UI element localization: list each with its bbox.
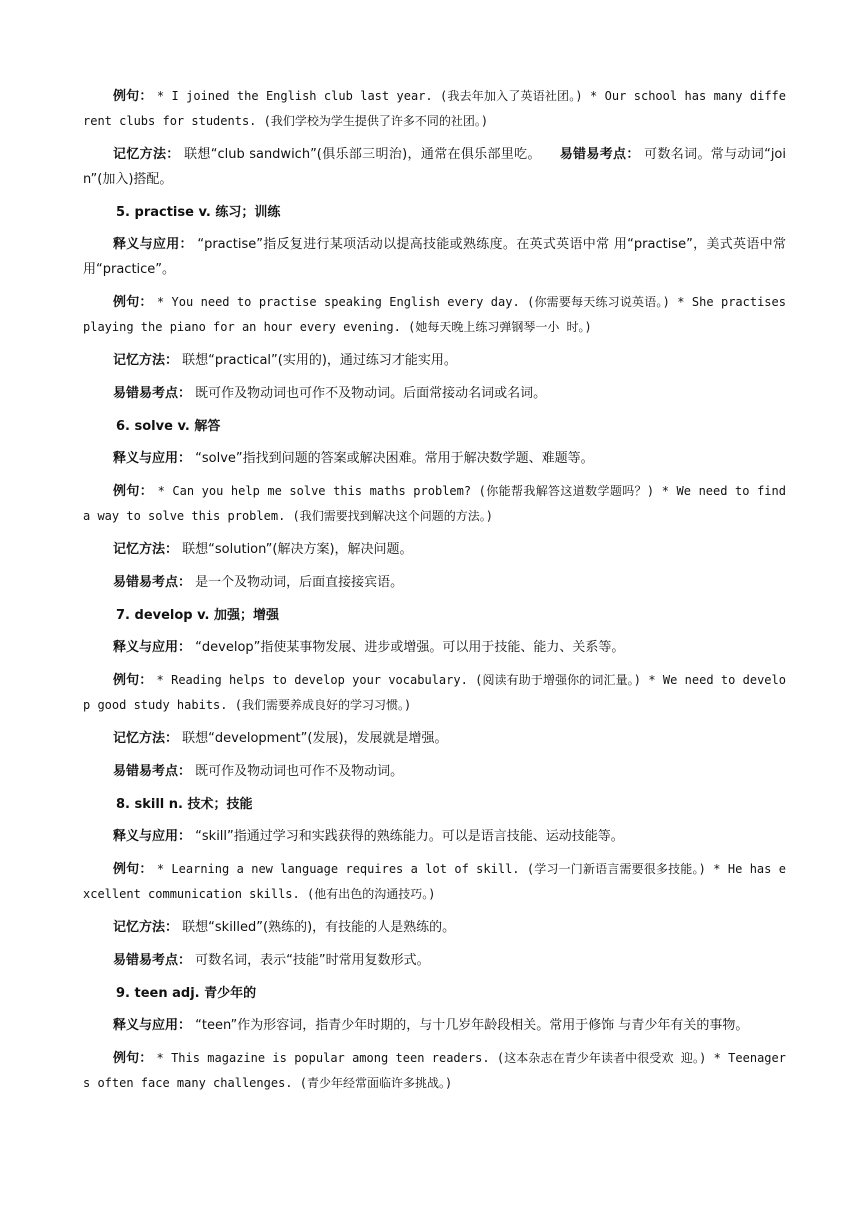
practise-pitfall-text: 既可作及物动词也可作不及物动词。后面常接动名词或名词。	[195, 386, 547, 401]
memory-label: 记忆方法：	[113, 731, 179, 746]
pitfall-label: 易错易考点：	[559, 147, 640, 162]
skill-pitfall-text: 可数名词，表示“技能”时常用复数形式。	[195, 953, 430, 968]
teen-meaning-text: “teen”作为形容词，指青少年时期的，与十几岁年龄段相关。常用于修饰 与青少年有关的事物。	[195, 1018, 749, 1033]
memory-label: 记忆方法：	[113, 353, 179, 368]
solve-memory-paragraph	[83, 537, 786, 562]
develop-heading: 7. develop v. 加强；增强	[116, 608, 280, 623]
develop-meaning-paragraph	[83, 635, 786, 660]
solve-memory-text: 联想“solution”(解决方案)，解决问题。	[182, 542, 413, 557]
practise-memory-paragraph	[83, 348, 786, 373]
develop-memory-paragraph	[83, 726, 786, 751]
solve-example-text: * Can you help me solve this maths problem? (你能帮我解答这道数学题吗？) * We need to find a way to solve this problem. (我们需要找到解决这个问题的方法。)	[83, 484, 786, 523]
solve-meaning-text: “solve”指找到问题的答案或解决困难。常用于解决数学题、难题等。	[195, 451, 594, 466]
skill-meaning-paragraph	[83, 824, 786, 849]
club-memory-text: 联想“club sandwich”(俱乐部三明治)，通常在俱乐部里吃。	[184, 147, 541, 162]
develop-pitfall-paragraph	[83, 759, 786, 784]
practise-example-text: * You need to practise speaking English every day. (你需要每天练习说英语。) * She practises playing the piano for an hour every evening. (她每天晚上练习弹钢琴一小 时。)	[83, 295, 786, 334]
develop-meaning-text: “develop”指使某事物发展、进步或增强。可以用于技能、能力、关系等。	[195, 640, 625, 655]
solve-pitfall-text: 是一个及物动词，后面直接接宾语。	[195, 575, 404, 590]
example-label: 例句：	[113, 1051, 153, 1066]
solve-heading: 6. solve v. 解答	[116, 419, 221, 434]
document-page	[83, 84, 786, 1101]
meaning-label: 释义与应用：	[113, 1018, 192, 1033]
solve-meaning-paragraph	[83, 446, 786, 471]
club-pitfall-text: 可数名词。常与动词“join”(加入)搭配。	[83, 147, 786, 187]
practise-memory-text: 联想“practical”(实用的)，通过练习才能实用。	[182, 353, 457, 368]
develop-memory-text: 联想“development”(发展)，发展就是增强。	[182, 731, 448, 746]
example-label: 例句：	[113, 673, 153, 688]
pitfall-label: 易错易考点：	[113, 386, 192, 401]
practise-meaning-text: “practise”指反复进行某项活动以提高技能或熟练度。在英式英语中常 用“practise”，美式英语中常用“practice”。	[83, 237, 786, 277]
practise-meaning-paragraph	[83, 232, 786, 282]
meaning-label: 释义与应用：	[113, 640, 192, 655]
solve-example-paragraph	[83, 479, 786, 529]
practise-pitfall-paragraph	[83, 381, 786, 406]
example-label: 例句：	[113, 89, 153, 104]
skill-example-paragraph	[83, 857, 786, 907]
develop-example-text: * Reading helps to develop your vocabulary. (阅读有助于增强你的词汇量。) * We need to develop good study habits. (我们需要养成良好的学习习惯。)	[83, 673, 786, 712]
solve-pitfall-paragraph	[83, 570, 786, 595]
skill-memory-paragraph	[83, 915, 786, 940]
skill-memory-text: 联想“skilled”(熟练的)，有技能的人是熟练的。	[182, 920, 456, 935]
teen-heading: 9. teen adj. 青少年的	[116, 986, 257, 1001]
teen-example-text: * This magazine is popular among teen readers. (这本杂志在青少年读者中很受欢 迎。) * Teenagers often face many challenges. (青少年经常面临许多挑战。)	[83, 1051, 786, 1090]
develop-example-paragraph	[83, 668, 786, 718]
example-label: 例句：	[113, 862, 153, 877]
meaning-label: 释义与应用：	[113, 237, 193, 252]
memory-label: 记忆方法：	[113, 920, 179, 935]
example-label: 例句：	[113, 484, 154, 499]
pitfall-label: 易错易考点：	[113, 953, 192, 968]
teen-meaning-paragraph	[83, 1013, 786, 1038]
club-example-text: * I joined the English club last year. (我去年加入了英语社团。) * Our school has many different clubs for students. (我们学校为学生提供了许多不同的社团。)	[83, 89, 786, 128]
skill-meaning-text: “skill”指通过学习和实践获得的熟练能力。可以是语言技能、运动技能等。	[195, 829, 624, 844]
meaning-label: 释义与应用：	[113, 829, 192, 844]
develop-pitfall-text: 既可作及物动词也可作不及物动词。	[195, 764, 404, 779]
example-label: 例句：	[113, 295, 153, 310]
memory-label: 记忆方法：	[113, 542, 179, 557]
skill-heading: 8. skill n. 技术；技能	[116, 797, 253, 812]
pitfall-label: 易错易考点：	[113, 575, 192, 590]
memory-label: 记忆方法：	[113, 147, 180, 162]
club-example-paragraph	[83, 84, 786, 134]
teen-example-paragraph	[83, 1046, 786, 1096]
meaning-label: 释义与应用：	[113, 451, 192, 466]
practise-heading: 5. practise v. 练习；训练	[116, 205, 281, 220]
practise-example-paragraph	[83, 290, 786, 340]
skill-pitfall-paragraph	[83, 948, 786, 973]
club-memory-paragraph	[83, 142, 786, 192]
pitfall-label: 易错易考点：	[113, 764, 192, 779]
skill-example-text: * Learning a new language requires a lot of skill. (学习一门新语言需要很多技能。) * He has excellent communication skills. (他有出色的沟通技巧。)	[83, 862, 786, 901]
